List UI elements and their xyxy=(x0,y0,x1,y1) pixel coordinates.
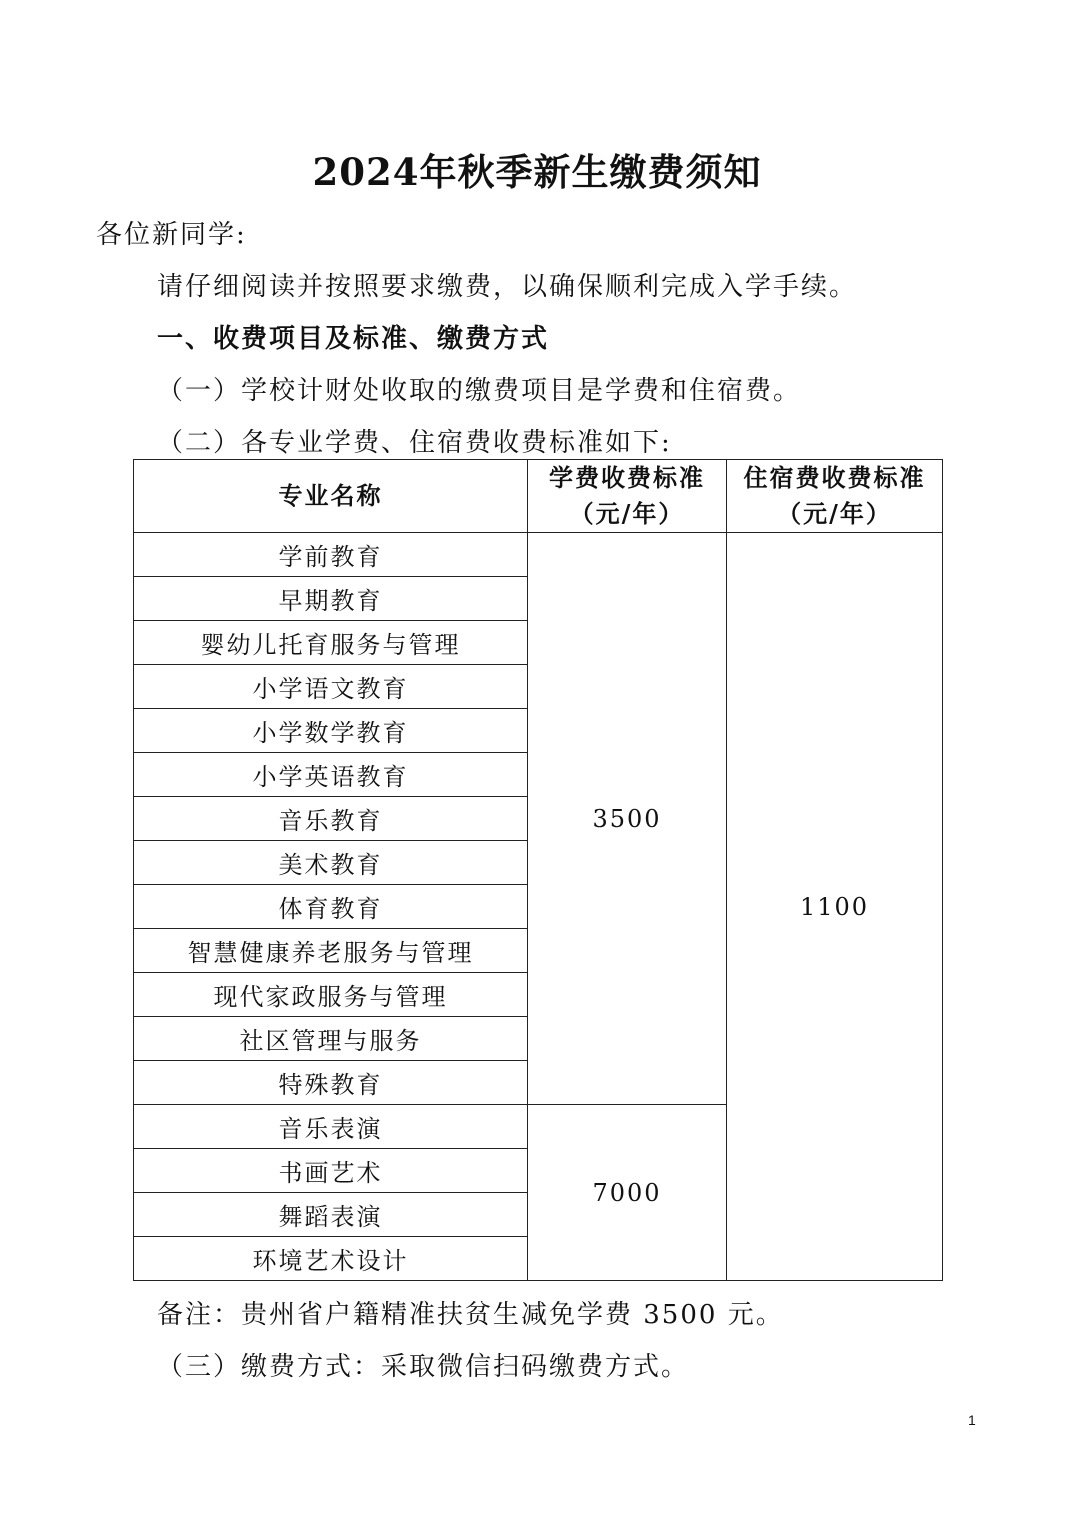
section-heading: 一、收费项目及标准、缴费方式 xyxy=(157,324,550,354)
tuition-value-group2: 7000 xyxy=(528,1105,727,1281)
major-name: 学前教育 xyxy=(134,533,528,577)
page-number: 1 xyxy=(968,1412,976,1428)
major-name: 特殊教育 xyxy=(134,1061,528,1105)
header-tuition xyxy=(528,460,727,533)
table-row xyxy=(134,533,943,577)
major-name: 舞蹈表演 xyxy=(134,1193,528,1237)
header-tuition-line1: 学费收费标准 xyxy=(549,463,705,492)
item-one: （一）学校计财处收取的缴费项目是学费和住宿费。 xyxy=(157,376,802,406)
header-dorm xyxy=(727,460,943,533)
major-name: 音乐教育 xyxy=(134,797,528,841)
major-name: 环境艺术设计 xyxy=(134,1237,528,1281)
major-name: 社区管理与服务 xyxy=(134,1017,528,1061)
major-name: 小学数学教育 xyxy=(134,709,528,753)
item-two: （二）各专业学费、住宿费收费标准如下: xyxy=(157,428,672,458)
major-name: 美术教育 xyxy=(134,841,528,885)
note: 备注：贵州省户籍精准扶贫生减免学费 3500 元。 xyxy=(157,1300,784,1330)
header-major: 专业名称 xyxy=(134,460,528,533)
tuition-value-group1: 3500 xyxy=(528,533,727,1105)
intro-paragraph: 请仔细阅读并按照要求缴费，以确保顺利完成入学手续。 xyxy=(157,272,858,302)
major-name: 早期教育 xyxy=(134,577,528,621)
table-header-row xyxy=(134,460,943,533)
major-name: 体育教育 xyxy=(134,885,528,929)
major-name: 智慧健康养老服务与管理 xyxy=(134,929,528,973)
major-name: 书画艺术 xyxy=(134,1149,528,1193)
major-name: 音乐表演 xyxy=(134,1105,528,1149)
major-name: 小学英语教育 xyxy=(134,753,528,797)
major-name: 现代家政服务与管理 xyxy=(134,973,528,1017)
header-tuition-line2: （元/年） xyxy=(569,499,685,528)
header-dorm-line1: 住宿费收费标准 xyxy=(743,463,926,492)
item-three: （三）缴费方式：采取微信扫码缴费方式。 xyxy=(157,1352,690,1382)
greeting: 各位新同学: xyxy=(96,220,247,250)
page-title: 2024年秋季新生缴费须知 xyxy=(312,150,762,194)
fee-table xyxy=(133,459,943,1281)
major-name: 婴幼儿托育服务与管理 xyxy=(134,621,528,665)
dorm-fee-value: 1100 xyxy=(727,533,943,1281)
major-name: 小学语文教育 xyxy=(134,665,528,709)
header-dorm-line2: （元/年） xyxy=(777,499,892,528)
